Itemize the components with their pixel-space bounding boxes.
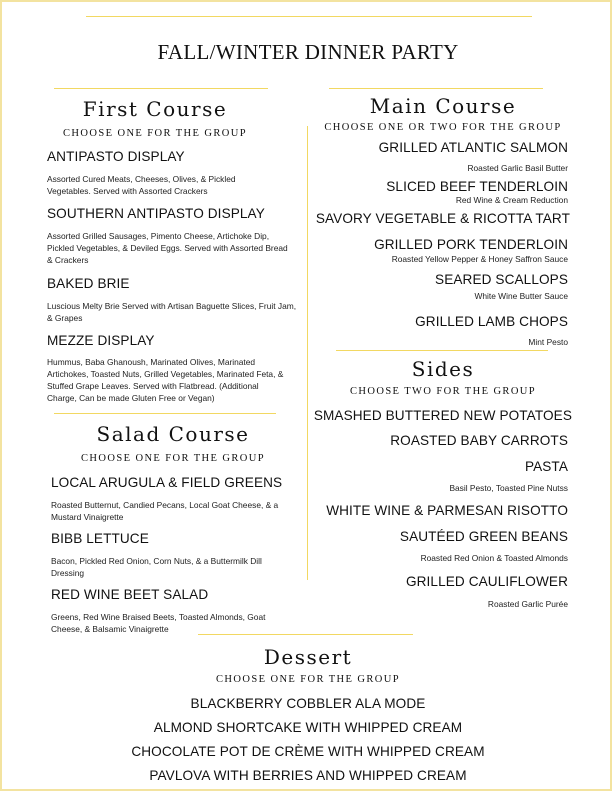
menu-item-description: Basil Pesto, Toasted Pine Nutss (449, 483, 568, 493)
main-course-title: Main Course (369, 94, 517, 118)
menu-item-name: GRILLED LAMB CHOPS (415, 314, 568, 329)
salad-divider (54, 413, 276, 414)
menu-item-name: BLACKBERRY COBBLER ALA MODE (190, 696, 426, 711)
menu-item-name: BAKED BRIE (47, 276, 130, 291)
title-divider-right (329, 88, 543, 89)
menu-item-name: SOUTHERN ANTIPASTO DISPLAY (47, 206, 265, 221)
menu-item-description: Assorted Grilled Sausages, Pimento Cheese, Artichoke Dip, Pickled Vegetables, & Deviled Eggs. Served with Assorted Bread & Crackers (47, 231, 288, 265)
menu-item-name: BIBB LETTUCE (51, 531, 149, 546)
menu-item-description: Bacon, Pickled Red Onion, Corn Nuts, & a Buttermilk Dill Dressing (51, 556, 262, 578)
menu-item-name: GRILLED ATLANTIC SALMON (378, 140, 568, 155)
menu-item-description: Hummus, Baba Ghanoush, Marinated Olives, Marinated Artichokes, Toasted Nuts, Grilled Vegetables, Marinated Feta, & Stuffed Grape Leaves. Served with Flatbread. (Additional Charge, Can be made Gluten Free or Vegan) (47, 357, 284, 403)
dessert-subtitle: CHOOSE ONE FOR THE GROUP (216, 674, 400, 685)
menu-item-description: Roasted Red Onion & Toasted Almonds (420, 553, 568, 563)
menu-item-name: SEARED SCALLOPS (435, 272, 568, 287)
title-divider-left (54, 88, 268, 89)
menu-item-name: MEZZE DISPLAY (47, 333, 155, 348)
menu-item-name: CHOCOLATE POT DE CRÈME WITH WHIPPED CREAM (131, 744, 485, 759)
first-course-title: First Course (82, 97, 228, 121)
top-divider (86, 16, 532, 17)
menu-item-name: RED WINE BEET SALAD (51, 587, 209, 602)
first-course-subtitle: CHOOSE ONE FOR THE GROUP (63, 128, 247, 139)
main-course-subtitle: CHOOSE ONE OR TWO FOR THE GROUP (324, 122, 562, 133)
menu-item-name: SMASHED BUTTERED NEW POTATOES (313, 408, 572, 423)
menu-item-name: PAVLOVA WITH BERRIES AND WHIPPED CREAM (149, 768, 467, 783)
salad-course-title: Salad Course (96, 422, 250, 446)
menu-item-name: ALMOND SHORTCAKE WITH WHIPPED CREAM (153, 720, 463, 735)
menu-item-name: WHITE WINE & PARMESAN RISOTTO (326, 503, 568, 518)
menu-item-name: SAVORY VEGETABLE & RICOTTA TART (315, 211, 570, 226)
menu-item-name: SAUTÉED GREEN BEANS (399, 529, 568, 544)
sides-title: Sides (411, 357, 475, 381)
page-title: FALL/WINTER DINNER PARTY (157, 40, 459, 64)
menu-item-description: Greens, Red Wine Braised Beets, Toasted Almonds, Goat Cheese, & Balsamic Vinaigrette (51, 612, 266, 634)
menu-item-description: Roasted Yellow Pepper & Honey Saffron Sauce (391, 254, 568, 264)
menu-item-description: Roasted Butternut, Candied Pecans, Local Goat Cheese, & a Mustard Vinaigrette (51, 500, 279, 522)
menu-item-description: Luscious Melty Brie Served with Artisan Baguette Slices, Fruit Jam, & Grapes (47, 301, 297, 323)
menu-item-description: Roasted Garlic Basil Butter (467, 163, 568, 173)
column-divider (307, 126, 308, 580)
menu-item-name: ROASTED BABY CARROTS (390, 433, 568, 448)
dessert-title: Dessert (263, 645, 353, 669)
salad-course-subtitle: CHOOSE ONE FOR THE GROUP (81, 453, 265, 464)
menu-item-name: GRILLED CAULIFLOWER (405, 574, 568, 589)
menu-item-name: SLICED BEEF TENDERLOIN (386, 179, 568, 194)
menu-item-name: PASTA (524, 459, 568, 474)
menu-item-description: Red Wine & Cream Reduction (455, 195, 568, 205)
menu-item-name: GRILLED PORK TENDERLOIN (374, 237, 568, 252)
menu-item-description: White Wine Butter Sauce (474, 291, 568, 301)
sides-divider (336, 350, 548, 351)
sides-subtitle: CHOOSE TWO FOR THE GROUP (349, 386, 537, 397)
menu-item-name: LOCAL ARUGULA & FIELD GREENS (51, 475, 283, 490)
menu-item-description: Assorted Cured Meats, Cheeses, Olives, & Pickled Vegetables. Served with Assorted Crackers (47, 174, 236, 196)
menu-item-description: Roasted Garlic Purée (487, 599, 568, 609)
menu-item-name: ANTIPASTO DISPLAY (47, 149, 185, 164)
menu-item-description: Mint Pesto (528, 337, 568, 347)
